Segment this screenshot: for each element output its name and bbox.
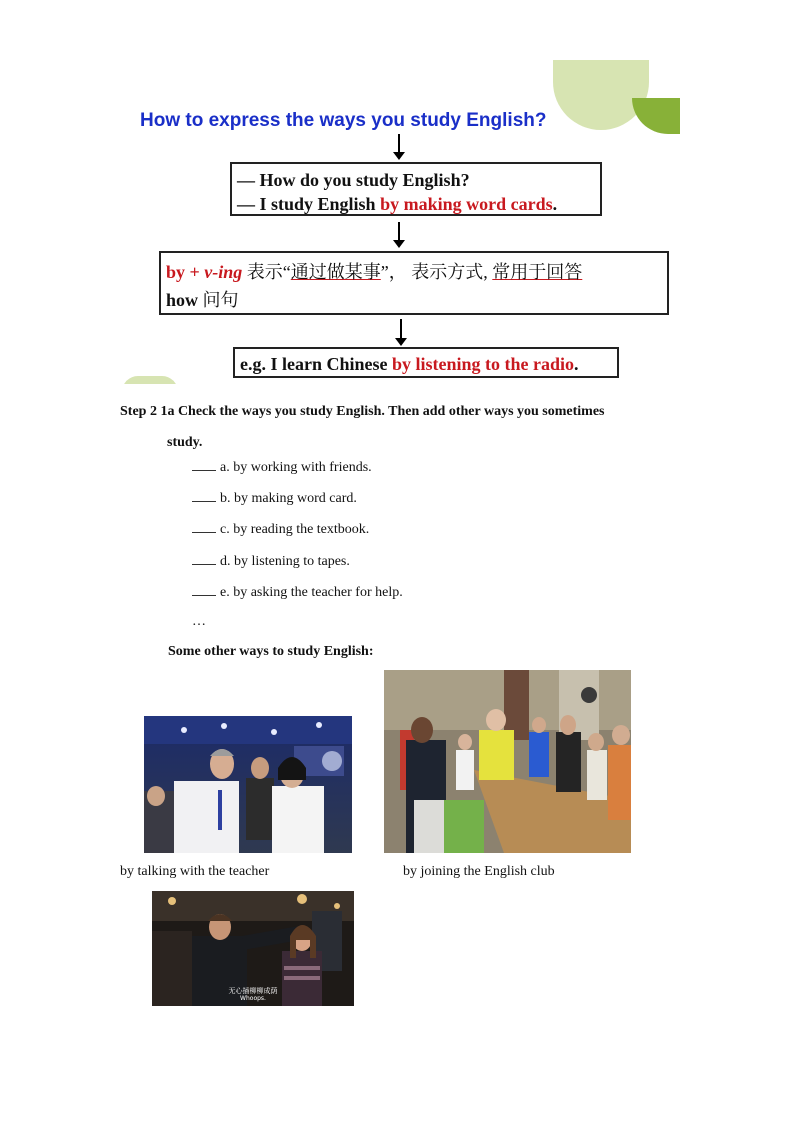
answer-blank[interactable] [192, 583, 216, 596]
grammar-rule-box [159, 251, 669, 315]
decorative-green-shape [553, 60, 649, 130]
rule-text: ”， 表示方式, [380, 262, 493, 282]
answer-suffix: . [552, 194, 558, 214]
example-suffix: . [574, 354, 579, 374]
option-label: a. by working with friends. [220, 460, 372, 475]
answer-blank[interactable] [192, 520, 216, 533]
caption-talking-with-teacher: by talking with the teacher [120, 864, 270, 879]
option-label: e. by asking the teacher for help. [220, 585, 403, 600]
rule-ving: v-ing [204, 262, 243, 282]
option-e[interactable] [192, 583, 403, 601]
down-arrow-icon [393, 134, 405, 160]
decorative-green-shape-dark [632, 98, 680, 134]
rule-how: how [166, 290, 199, 310]
example-highlight: by listening to the radio [392, 354, 575, 374]
option-label: d. by listening to tapes. [220, 554, 350, 569]
dialogue-box [230, 162, 602, 216]
photo-joining-english-club [384, 670, 631, 853]
rule-meaning: 通过做某事 [290, 262, 381, 282]
other-ways-heading: Some other ways to study English: [168, 644, 374, 659]
step-line-2: study. [167, 435, 203, 450]
rule-usage: 常用于回答 [492, 262, 583, 282]
decorative-mask [120, 384, 184, 394]
answer-blank[interactable] [192, 552, 216, 565]
option-label: c. by reading the textbook. [220, 522, 370, 537]
step-instructions [120, 396, 680, 458]
rule-line-2 [166, 286, 667, 314]
answer-blank[interactable] [192, 458, 216, 471]
option-c[interactable] [192, 520, 369, 538]
option-d[interactable] [192, 552, 350, 570]
answer-blank[interactable] [192, 489, 216, 502]
example-box [233, 347, 619, 378]
subtitle-en: Whoops. [240, 995, 266, 1002]
example-prefix: e.g. I learn Chinese [240, 354, 392, 374]
option-a[interactable] [192, 458, 372, 476]
rule-text: 问句 [198, 290, 239, 310]
photo-joining-english-club-image [384, 670, 631, 853]
subtitle-text [152, 987, 354, 1003]
step-line-1: Step 2 1a Check the ways you study English. Then add other ways you sometimes [120, 404, 605, 419]
answer-prefix: — I study English [237, 194, 381, 214]
question-line: — How do you study English? [237, 170, 470, 190]
page-title: How to express the ways you study English? [140, 110, 547, 131]
caption-joining-english-club: by joining the English club [403, 864, 555, 879]
photo-talking-with-teacher [144, 716, 352, 853]
rule-by: by + [166, 262, 205, 282]
option-label: b. by making word card. [220, 491, 357, 506]
down-arrow-icon [395, 319, 407, 346]
down-arrow-icon [393, 222, 405, 248]
answer-line [237, 192, 600, 216]
subtitle-zh: 无心插柳柳成荫 [228, 987, 278, 995]
photo-talking-with-teacher-image [144, 716, 352, 853]
answer-highlight: by making word cards [380, 194, 553, 214]
ellipsis: … [192, 614, 206, 629]
option-b[interactable] [192, 489, 357, 507]
rule-line-1 [166, 258, 667, 286]
rule-text: 表示“ [242, 262, 291, 282]
photo-movie-scene [152, 891, 354, 1006]
